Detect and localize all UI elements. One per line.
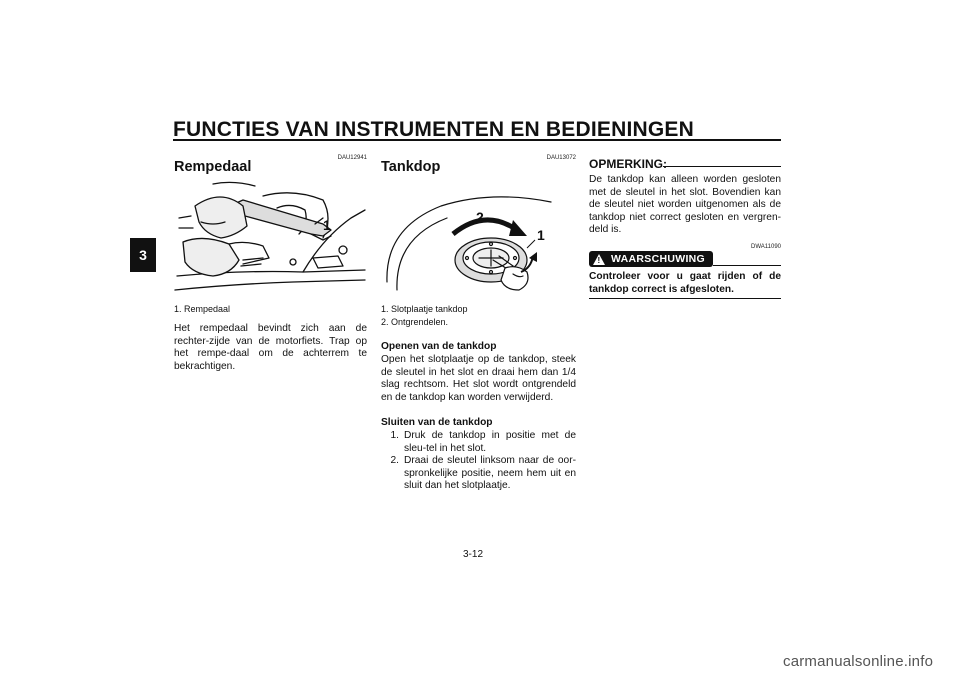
watermark: carmanualsonline.info <box>783 653 934 670</box>
section-code: DAU13072 <box>546 155 576 161</box>
page-number: 3-12 <box>463 549 484 560</box>
section-body: Het rempedaal bevindt zich aan de rechter-zijde van de motorfiets. Trap op het rempe-daal om de achterrem te bekrachtigen. <box>174 323 367 372</box>
subsection-heading: Openen van de tankdop <box>381 341 497 352</box>
warning-code: DWA11090 <box>750 244 781 250</box>
numbered-list <box>381 430 576 493</box>
figure-caption: 2. Ontgrendelen. <box>381 317 449 327</box>
warning-icon: ! <box>593 254 605 265</box>
chapter-tab: 3 <box>130 238 156 272</box>
figure-label: 1 <box>323 217 331 233</box>
note-body: De tankdop kan alleen worden gesloten met de sleutel in het slot. Bovendien kan de sleutel niet worden uitgenomen als de tankdop niet correct gesloten en vergren-deld is. <box>589 174 781 236</box>
warning-bottom-rule <box>589 298 781 299</box>
figure-label: 2 <box>476 209 484 225</box>
section-body: Open het slotplaatje op de tankdop, steek de sleutel in het slot en draai hem dan 1/4 slag rechtsom. Het slot wordt ontgrendeld en de tankdop kan worden verwijderd. <box>381 354 576 403</box>
note-heading: OPMERKING: <box>589 157 667 171</box>
fuel-cap-illustration <box>381 178 576 300</box>
section-title: Rempedaal <box>174 159 252 175</box>
list-item: 2. Draai de sleutel linksom naar de oor-spronkelijke positie, neem hem uit en sluit dan het slotplaatje. <box>390 455 576 492</box>
page-title: FUNCTIES VAN INSTRUMENTEN EN BEDIENINGEN <box>173 118 694 141</box>
figure-caption: 1. Slotplaatje tankdop <box>381 304 468 314</box>
header-rule <box>173 139 781 141</box>
note-rule <box>663 166 781 167</box>
section-title: Tankdop <box>381 159 441 175</box>
figure-caption: 1. Rempedaal <box>174 304 231 314</box>
warning-rule <box>713 265 781 266</box>
warning-badge: ! WAARSCHUWING <box>589 251 713 267</box>
brake-pedal-illustration <box>173 178 367 300</box>
figure-label: 1 <box>537 227 545 243</box>
section-code: DAU12941 <box>337 155 367 161</box>
warning-body: Controleer voor u gaat rijden of de tankdop correct is afgesloten. <box>589 271 781 295</box>
list-item: 1. Druk de tankdop in positie met de sleu-tel in het slot. <box>390 430 576 454</box>
subsection-heading: Sluiten van de tankdop <box>381 417 493 428</box>
